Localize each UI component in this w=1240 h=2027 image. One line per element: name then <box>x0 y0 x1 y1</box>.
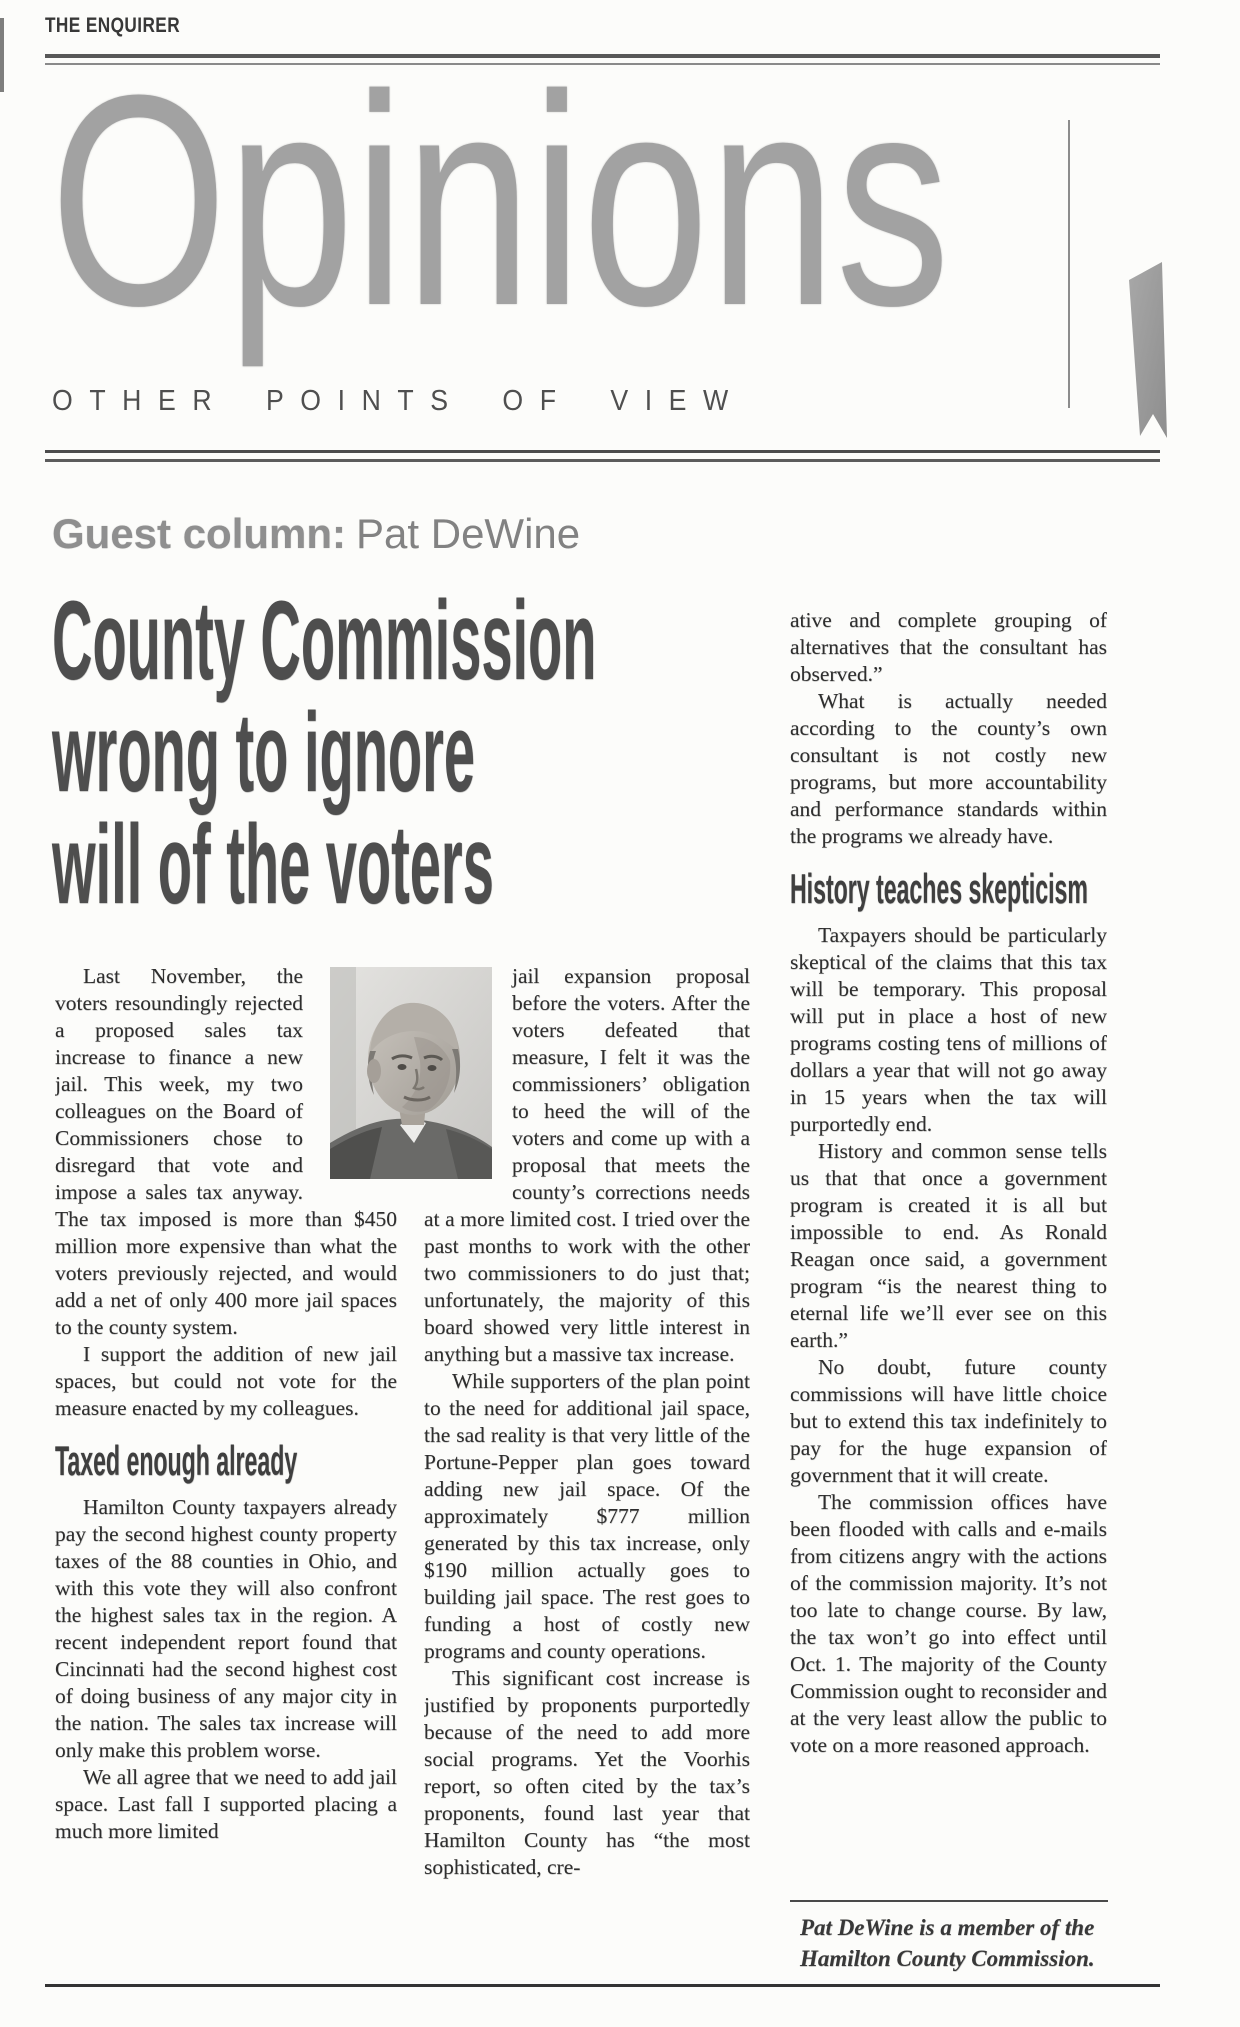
subhead-history-teaches-skepticism: History teaches skepticism <box>790 865 1088 912</box>
body-paragraph: While supporters of the plan point to the need for additional jail space, the sad reality is that very little of the Portune-Pepper plan goes toward adding new jail space. Of the approximately $777 million generated by this tax increase, only $190 million actually goes to building jail space. The rest goes to funding a host of costly new programs and county operations. <box>424 1369 750 1663</box>
body-paragraph: No doubt, future county commissions will have little choice but to extend this tax indefinitely to pay for the huge expansion of government that it will create. <box>790 1355 1107 1487</box>
kicker-label: Guest column: <box>52 510 347 557</box>
text-column-1 <box>55 963 397 1975</box>
text-column-2 <box>424 963 750 1975</box>
body-paragraph: We all agree that we need to add jail space. Last fall I supported placing a much more limited <box>55 1765 397 1843</box>
section-tagline: OTHER POINTS OF VIEW <box>52 385 745 417</box>
byline-rule <box>790 1900 1108 1902</box>
photo-wrap-spacer <box>424 963 512 1185</box>
body-paragraph: History and common sense tells us that that once a government program is created it is all but impossible to end. As Ronald Reagan once said, a government program “is the nearest thing to eternal life we’ll ever see on this earth.” <box>790 1139 1107 1352</box>
kicker-author-name: Pat DeWine <box>356 510 581 557</box>
byline-line: Hamilton County Commission. <box>800 1946 1095 1971</box>
subhead-taxed-enough-already: Taxed enough already <box>55 1437 298 1484</box>
author-byline <box>800 1912 1130 1974</box>
headline-line: wrong to ignore <box>52 690 476 815</box>
guest-column-kicker <box>52 510 580 558</box>
body-paragraph: What is actually needed according to the county’s own consultant is not costly new programs, but more accountability and performance standards within the programs we already have. <box>790 689 1107 848</box>
body-paragraph: Taxpayers should be particularly skeptical of the claims that this tax will be temporary. This proposal will put in place a host of new programs costing tens of millions of dollars a year that will not go away in 15 years when the tax will purportedly end. <box>790 923 1107 1136</box>
section-masthead-title: Opinions <box>50 32 950 368</box>
text-column-3 <box>790 607 1107 1897</box>
byline-line: Pat DeWine is a member of the <box>800 1915 1095 1940</box>
publication-name: THE ENQUIRER <box>45 14 181 37</box>
masthead-divider-line <box>1068 120 1070 408</box>
headline-line: County Commission <box>52 578 597 703</box>
body-paragraph: This significant cost increase is justified by proponents purportedly because of the need to add more social programs. Yet the Voorhis report, so often cited by the tax’s proponents, found last year that Hamilton County has “the most sophisticated, cre- <box>424 1666 750 1879</box>
photo-wrap-spacer <box>303 963 397 1185</box>
article-headline <box>52 578 602 927</box>
body-paragraph: Hamilton County taxpayers already pay the second highest county property taxes of the 88 counties in Ohio, and with this vote they will also confront the highest sales tax in the region. A recent independent report found that Cincinnati had the second highest cost of doing business of any major city in the nation. The sales tax increase will only make this problem worse. <box>55 1495 397 1762</box>
scan-edge-artifact <box>0 18 4 92</box>
body-paragraph: The commission offices have been flooded with calls and e-mails from citizens angry with the actions of the commission majority. It’s not too late to change course. By law, the tax won’t go into effect until Oct. 1. The majority of the County Commission ought to reconsider and at the very least allow the public to vote on a more reasoned approach. <box>790 1490 1107 1757</box>
tagline-double-rule <box>45 450 1160 462</box>
body-paragraph: I support the addition of new jail spaces, but could not vote for the measure enacted by my colleagues. <box>55 1342 397 1420</box>
masthead-ribbon-graphic <box>1125 256 1171 444</box>
body-paragraph: jail expansion proposal before the voters. After the voters defeated that measure, I felt it was the commissioners’ obligation to heed the will of the voters and come up with a proposal that meets the county’s corrections needs at a more limited cost. I tried over the past months to work with the other two commissioners to do just that; unfortunately, the majority of this board showed very little interest in anything but a massive tax increase. <box>424 964 750 1366</box>
body-paragraph: ative and complete grouping of alternatives that the consultant has observed.” <box>790 608 1107 686</box>
body-paragraph: Last November, the voters resoundingly rejected a proposed sales tax increase to finance a new jail. This week, my two colleagues on the Board of Commissioners chose to disregard that vote and impose a sales tax anyway. The tax imposed is more than $450 million more expensive than what the voters previously rejected, and would add a net of only 400 more jail spaces to the county system. <box>55 964 397 1339</box>
bottom-rule <box>45 1984 1160 1987</box>
headline-line: will of the voters <box>52 802 494 927</box>
